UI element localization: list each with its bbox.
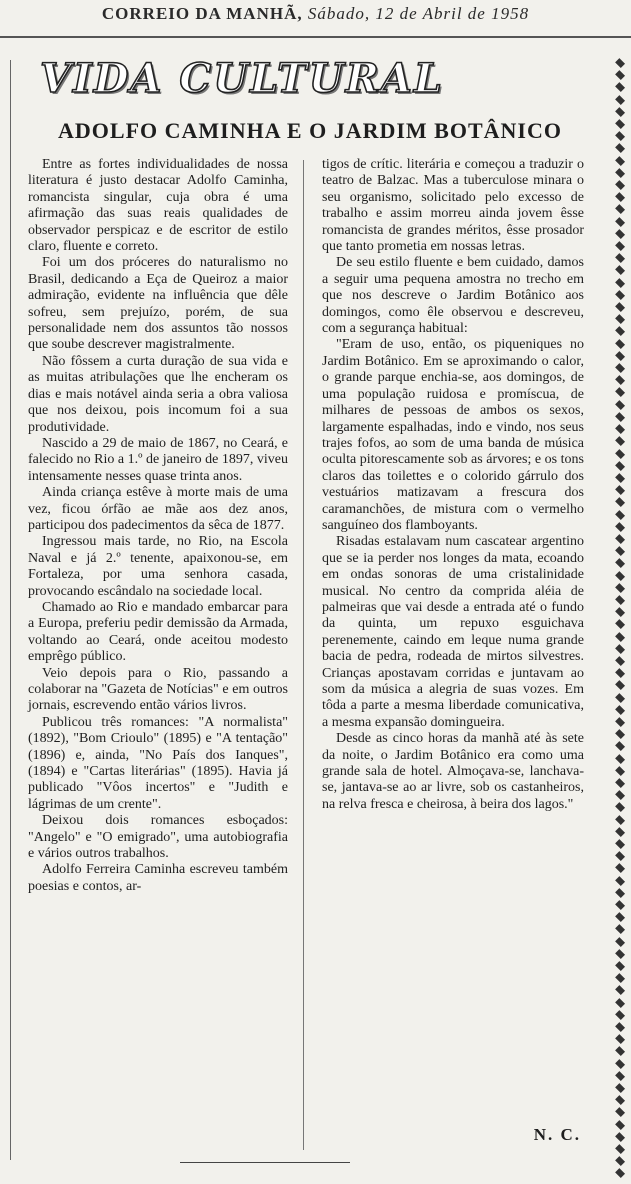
article-column-right <box>322 157 584 813</box>
author-signature: N. C. <box>533 1125 581 1144</box>
diamond-ornament-icon <box>615 558 625 568</box>
diamond-ornament-icon <box>615 583 625 593</box>
diamond-ornament-icon <box>615 510 625 520</box>
newspaper-name: CORREIO DA MANHÃ, <box>101 4 303 23</box>
diamond-ornament-icon <box>615 851 625 861</box>
diamond-ornament-icon <box>615 1108 625 1118</box>
diamond-ornament-icon <box>615 644 625 654</box>
diamond-ornament-icon <box>615 607 625 617</box>
diamond-ornament-icon <box>615 839 625 849</box>
diamond-ornament-icon <box>615 863 625 873</box>
diamond-ornament-icon <box>615 1059 625 1069</box>
diamond-ornament-icon <box>615 119 625 129</box>
diamond-ornament-icon <box>615 1095 625 1105</box>
diamond-ornament-icon <box>615 754 625 764</box>
diamond-ornament-icon <box>615 595 625 605</box>
paragraph: Veio depois para o Rio, passando a colaborar na "Gazeta de Notícias" e em outros jornais, escrevendo então vários livros. <box>28 665 288 714</box>
diamond-ornament-icon <box>615 717 625 727</box>
diamond-border-ornament <box>613 58 627 1178</box>
diamond-ornament-icon <box>615 1144 625 1154</box>
diamond-ornament-icon <box>615 1010 625 1020</box>
diamond-ornament-icon <box>615 790 625 800</box>
paragraph: Risadas estalavam num cascatear argentino que se ia perder nos longes da mata, ecoando em ondas sonoras de uma cristalinidade musical. No centro da comprida aléia de palmeiras que vai desde a entrada até o fundo da quinta, um repuxo esguichava perenemente, caindo em leque numa grande bacia de pedra, rodeada de mirtos silvestres. Crianças apostavam corridas e juntavam ao som da música a alegria de suas vozes. Em tôda a parte a mesma liberdade comunicativa, a mesma expansão domingueira. <box>322 534 584 730</box>
diamond-ornament-icon <box>615 876 625 886</box>
diamond-ornament-icon <box>615 107 625 117</box>
article-column-left <box>28 157 288 895</box>
diamond-ornament-icon <box>615 619 625 629</box>
paragraph: Ainda criança estêve à morte mais de uma vez, ficou órfão ae mãe aos dez anos, participou dos padecimentos da sêca de 1877. <box>28 485 288 533</box>
diamond-ornament-icon <box>615 937 625 947</box>
diamond-ornament-icon <box>615 632 625 642</box>
left-margin-rule <box>10 60 11 1160</box>
diamond-ornament-icon <box>615 388 625 398</box>
diamond-ornament-icon <box>615 1047 625 1057</box>
diamond-ornament-icon <box>615 485 625 495</box>
diamond-ornament-icon <box>615 205 625 215</box>
diamond-ornament-icon <box>615 375 625 385</box>
diamond-ornament-icon <box>615 144 625 154</box>
diamond-ornament-icon <box>615 82 625 92</box>
bottom-rule <box>180 1162 350 1163</box>
diamond-ornament-icon <box>615 668 625 678</box>
diamond-ornament-icon <box>615 705 625 715</box>
section-title: VIDA CULTURAL <box>40 55 445 102</box>
issue-date: Sábado, 12 de Abril de 1958 <box>307 4 530 23</box>
diamond-ornament-icon <box>615 571 625 581</box>
article-headline: ADOLFO CAMINHA E O JARDIM BOTÂNICO <box>58 118 562 143</box>
diamond-ornament-icon <box>615 327 625 337</box>
diamond-ornament-icon <box>615 363 625 373</box>
paragraph: Entre as fortes individualidades de nossa literatura é justo destacar Adolfo Caminha, romancista singular, cuja obra é uma afirmação das suas reais qualidades de observador perspicaz e de escritor de estilo claro, fluente e correto. <box>28 157 288 255</box>
diamond-ornament-icon <box>615 461 625 471</box>
paragraph: Não fôssem a curta duração de sua vida e as muitas atribulações que lhe encheram os dias e mais notável ainda seria a obra valiosa que nos deixou, pois incomum foi a sua produtividade. <box>28 353 288 435</box>
diamond-ornament-icon <box>615 1132 625 1142</box>
diamond-ornament-icon <box>615 693 625 703</box>
diamond-ornament-icon <box>615 351 625 361</box>
diamond-ornament-icon <box>615 900 625 910</box>
diamond-ornament-icon <box>615 1083 625 1093</box>
paragraph: Foi um dos próceres do naturalismo no Brasil, dedicando a Eça de Queiroz a maior admiração, evidente na influência que dêle sofreu, sem prejuízo, porém, de sua personalidade nem dos assuntos tão nossos que soube descrever magistralmente. <box>28 255 288 353</box>
diamond-ornament-icon <box>615 680 625 690</box>
diamond-ornament-icon <box>615 973 625 983</box>
paragraph: Desde as cinco horas da manhã até às sete da noite, o Jardim Botânico era como uma grande sala de hotel. Almoçava-se, lanchava-se, jantava-se ao ar livre, sob os castanheiros, na relva fresca e cheirosa, à beira dos lagos." <box>322 731 584 812</box>
diamond-ornament-icon <box>615 961 625 971</box>
diamond-ornament-icon <box>615 217 625 227</box>
paragraph: Adolfo Ferreira Caminha escreveu também poesias e contos, ar- <box>28 862 288 894</box>
diamond-ornament-icon <box>615 131 625 141</box>
diamond-ornament-icon <box>615 400 625 410</box>
column-divider <box>303 160 304 1150</box>
diamond-ornament-icon <box>615 180 625 190</box>
paragraph: Nascido a 29 de maio de 1867, no Ceará, e falecido no Rio a 1.º de janeiro de 1897, viveu intensamente nesses quase trinta anos. <box>28 435 288 484</box>
diamond-ornament-icon <box>615 497 625 507</box>
diamond-ornament-icon <box>615 473 625 483</box>
diamond-ornament-icon <box>615 815 625 825</box>
diamond-ornament-icon <box>615 436 625 446</box>
diamond-ornament-icon <box>615 1071 625 1081</box>
diamond-ornament-icon <box>615 778 625 788</box>
diamond-ornament-icon <box>615 741 625 751</box>
paragraph: tigos de crític​. literária e começou a traduzir o teatro de Balzac. Mas a tuberculose minara o seu organismo, solicitado pelo excesso de trabalho e assim morreu ainda jovem êsse romancista de grandes méritos, êsse prosador que tanto prometia em nossas letras. <box>322 157 584 255</box>
diamond-ornament-icon <box>615 802 625 812</box>
diamond-ornament-icon <box>615 314 625 324</box>
diamond-ornament-icon <box>615 546 625 556</box>
diamond-ornament-icon <box>615 156 625 166</box>
paragraph: De seu estilo fluente e bem cuidado, damos a seguir uma pequena amostra no trecho em que nos descreve o Jardim Botânico aos domingos, como êle observou e descreveu, com a segurança habitual: <box>322 255 584 337</box>
diamond-ornament-icon <box>615 949 625 959</box>
masthead <box>0 4 631 30</box>
paragraph: Ingressou mais tarde, no Rio, na Escola Naval e já 2.º tenente, apaixonou-se, em Fortaleza, por uma senhora casada, provocando escândalo na sociedade local. <box>28 534 288 599</box>
diamond-ornament-icon <box>615 290 625 300</box>
paragraph: Deixou dois romances esboçados: "Angelo" e "O emigrado", uma autobiografia e vários outros trabalhos. <box>28 813 288 862</box>
diamond-ornament-icon <box>615 534 625 544</box>
top-rule <box>0 36 631 38</box>
diamond-ornament-icon <box>615 998 625 1008</box>
paragraph: Publicou três romances: "A normalista" (1892), "Bom Crioulo" (1895) e "A tentação" (1896) e, ainda, "No País dos Ianques", (1894) e "Cartas literárias" (1895). Havia já publicado "Vôos incertos" e "Judith e lágrimas de um crente". <box>28 714 288 812</box>
diamond-ornament-icon <box>615 168 625 178</box>
diamond-ornament-icon <box>615 1120 625 1130</box>
diamond-ornament-icon <box>615 278 625 288</box>
diamond-ornament-icon <box>615 1169 625 1178</box>
diamond-ornament-icon <box>615 925 625 935</box>
diamond-ornament-icon <box>615 253 625 263</box>
diamond-ornament-icon <box>615 449 625 459</box>
diamond-ornament-icon <box>615 241 625 251</box>
diamond-ornament-icon <box>615 656 625 666</box>
diamond-ornament-icon <box>615 339 625 349</box>
diamond-ornament-icon <box>615 266 625 276</box>
paragraph: Chamado ao Rio e mandado embarcar para a Europa, preferiu pedir demissão da Armada, voltando ao Ceará, onde aceitou modesto emprêgo público. <box>28 599 288 665</box>
diamond-ornament-icon <box>615 827 625 837</box>
diamond-ornament-icon <box>615 302 625 312</box>
diamond-ornament-icon <box>615 412 625 422</box>
diamond-ornament-icon <box>615 986 625 996</box>
diamond-ornament-icon <box>615 522 625 532</box>
diamond-ornament-icon <box>615 58 625 68</box>
diamond-ornament-icon <box>615 1156 625 1166</box>
diamond-ornament-icon <box>615 70 625 80</box>
diamond-ornament-icon <box>615 1022 625 1032</box>
paragraph: "Eram de uso, então, os piqueniques no Jardim Botânico. Em se aproximando o calor, o grande parque enchia-se, aos domingos, de uma população ruidosa e promíscua, de milhares de pessoas de ambos os sexos, largamente espalhadas, indo e vindo, nos seus trajes fofos, ao som de uma banda de música oculta pitorescamente sob as árvores; e os tons claros das toilettes e o colorido gárrulo dos vestuários matizavam a frescura dos caramanchões, de mistura com o vermelho sanguíneo dos flamboyants. <box>322 337 584 533</box>
diamond-ornament-icon <box>615 192 625 202</box>
diamond-ornament-icon <box>615 912 625 922</box>
diamond-ornament-icon <box>615 729 625 739</box>
diamond-ornament-icon <box>615 424 625 434</box>
diamond-ornament-icon <box>615 1034 625 1044</box>
diamond-ornament-icon <box>615 229 625 239</box>
diamond-ornament-icon <box>615 766 625 776</box>
diamond-ornament-icon <box>615 888 625 898</box>
diamond-ornament-icon <box>615 95 625 105</box>
